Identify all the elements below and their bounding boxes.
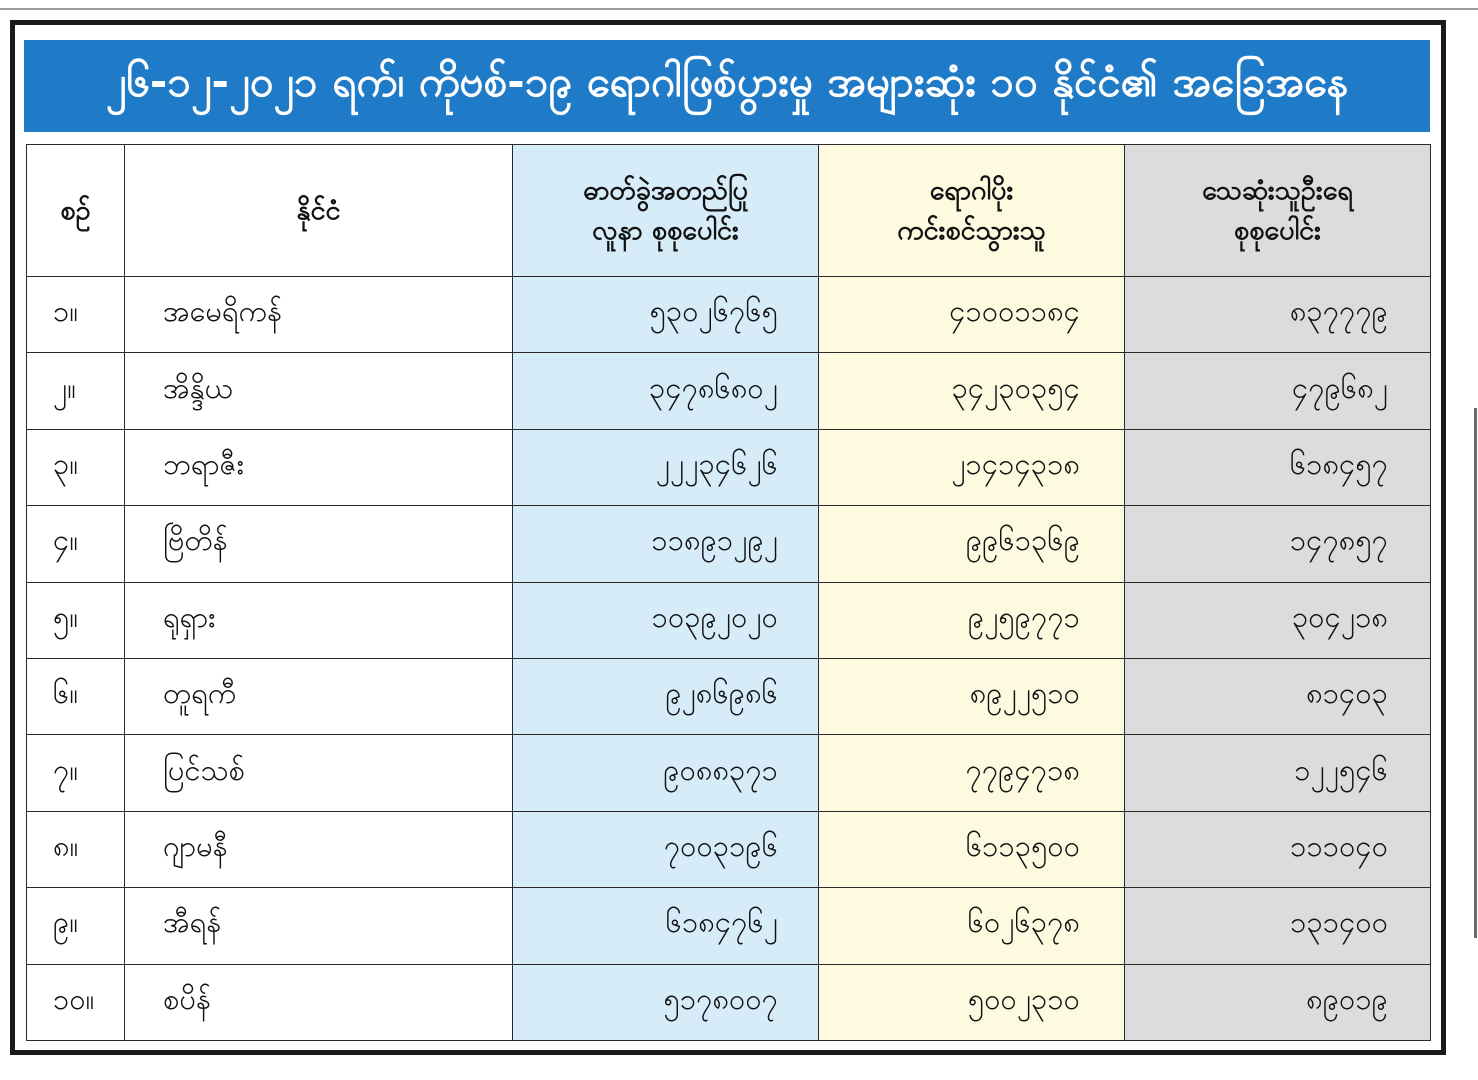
recovered-cell: ၉၉၆၁၃၆၉ <box>819 506 1125 582</box>
table-row <box>27 888 1431 964</box>
header-deaths-line1: သေဆုံးသူဦးရေ <box>1202 175 1353 207</box>
row-number: ၉။ <box>27 888 125 964</box>
row-number: ၁၀။ <box>27 964 125 1040</box>
deaths-cell: ၁၁၁၀၄၀ <box>1125 811 1431 887</box>
deaths-cell: ၁၂၂၅၄၆ <box>1125 735 1431 811</box>
row-number: ၃။ <box>27 429 125 505</box>
deaths-cell: ၁၄၇၈၅၇ <box>1125 506 1431 582</box>
table-row <box>27 658 1431 734</box>
confirmed-cell: ၅၃၀၂၆၇၆၅ <box>513 277 819 353</box>
confirmed-cell: ၆၁၈၄၇၆၂ <box>513 888 819 964</box>
recovered-cell: ၆၀၂၆၃၇၈ <box>819 888 1125 964</box>
page-title: ၂၆-၁၂-၂၀၂၁ ရက်၊ ကိုဗစ်-၁၉ ရောဂါဖြစ်ပွားမှု အများဆုံး ၁၀ နိုင်ငံ၏ အခြေအနေ <box>105 57 1349 106</box>
recovered-cell: ၅၀၀၂၃၁၀ <box>819 964 1125 1040</box>
top-divider <box>0 8 1478 10</box>
confirmed-cell: ၁၁၈၉၁၂၉၂ <box>513 506 819 582</box>
recovered-cell: ၃၄၂၃၀၃၅၄ <box>819 353 1125 429</box>
header-recovered-line2: ကင်းစင်သွားသူ <box>897 214 1046 246</box>
deaths-cell: ၈၁၄၀၃ <box>1125 658 1431 734</box>
confirmed-cell: ၅၁၇၈၀၀၇ <box>513 964 819 1040</box>
confirmed-cell: ၉၂၈၆၉၈၆ <box>513 658 819 734</box>
row-number: ၄။ <box>27 506 125 582</box>
country-name: ပြင်သစ် <box>125 735 513 811</box>
recovered-cell: ၄၁၀၀၁၁၈၄ <box>819 277 1125 353</box>
row-number: ၁။ <box>27 277 125 353</box>
header-confirmed-line1: ဓာတ်ခွဲအတည်ပြု <box>583 175 748 207</box>
row-number: ၅။ <box>27 582 125 658</box>
table-row <box>27 429 1431 505</box>
deaths-cell: ၈၃၇၇၇၉ <box>1125 277 1431 353</box>
country-name: ဘရာဇီး <box>125 429 513 505</box>
recovered-cell: ၇၇၉၄၇၁၈ <box>819 735 1125 811</box>
deaths-cell: ၄၇၉၆၈၂ <box>1125 353 1431 429</box>
header-recovered <box>819 145 1125 277</box>
header-no: စဉ် <box>27 145 125 277</box>
deaths-cell: ၁၃၁၄၀၀ <box>1125 888 1431 964</box>
table-row <box>27 811 1431 887</box>
confirmed-cell: ၃၄၇၈၆၈၀၂ <box>513 353 819 429</box>
table-row <box>27 506 1431 582</box>
row-number: ၂။ <box>27 353 125 429</box>
country-name: ဂျာမနီ <box>125 811 513 887</box>
country-name: စပိန် <box>125 964 513 1040</box>
table-row <box>27 582 1431 658</box>
header-deaths-line2: စုစုပေါင်း <box>1234 214 1321 246</box>
recovered-cell: ၉၂၅၉၇၇၁ <box>819 582 1125 658</box>
country-name: အီရန် <box>125 888 513 964</box>
header-row <box>27 145 1431 277</box>
row-number: ၇။ <box>27 735 125 811</box>
title-banner <box>24 40 1430 132</box>
row-number: ၆။ <box>27 658 125 734</box>
deaths-cell: ၃၀၄၂၁၈ <box>1125 582 1431 658</box>
confirmed-cell: ၇၀၀၃၁၉၆ <box>513 811 819 887</box>
table-row <box>27 964 1431 1040</box>
header-confirmed <box>513 145 819 277</box>
header-deaths <box>1125 145 1431 277</box>
country-name: ဗြိတိန် <box>125 506 513 582</box>
row-number: ၈။ <box>27 811 125 887</box>
country-name: ရုရှား <box>125 582 513 658</box>
recovered-cell: ၈၉၂၂၅၁၀ <box>819 658 1125 734</box>
table-row <box>27 735 1431 811</box>
recovered-cell: ၂၁၄၁၄၃၁၈ <box>819 429 1125 505</box>
recovered-cell: ၆၁၁၃၅၀၀ <box>819 811 1125 887</box>
covid-table <box>26 144 1431 1041</box>
confirmed-cell: ၁၀၃၉၂၀၂၀ <box>513 582 819 658</box>
table-row <box>27 353 1431 429</box>
deaths-cell: ၈၉၀၁၉ <box>1125 964 1431 1040</box>
country-name: အိန္ဒိယ <box>125 353 513 429</box>
edge-mark <box>1474 408 1477 938</box>
header-country: နိုင်ငံ <box>125 145 513 277</box>
deaths-cell: ၆၁၈၄၅၇ <box>1125 429 1431 505</box>
header-recovered-line1: ရောဂါပိုး <box>929 175 1014 207</box>
header-confirmed-line2: လူနာ စုစုပေါင်း <box>592 214 739 246</box>
country-name: အမေရိကန် <box>125 277 513 353</box>
country-name: တူရကီ <box>125 658 513 734</box>
confirmed-cell: ၉၀၈၈၃၇၁ <box>513 735 819 811</box>
confirmed-cell: ၂၂၂၃၄၆၂၆ <box>513 429 819 505</box>
table-row <box>27 277 1431 353</box>
